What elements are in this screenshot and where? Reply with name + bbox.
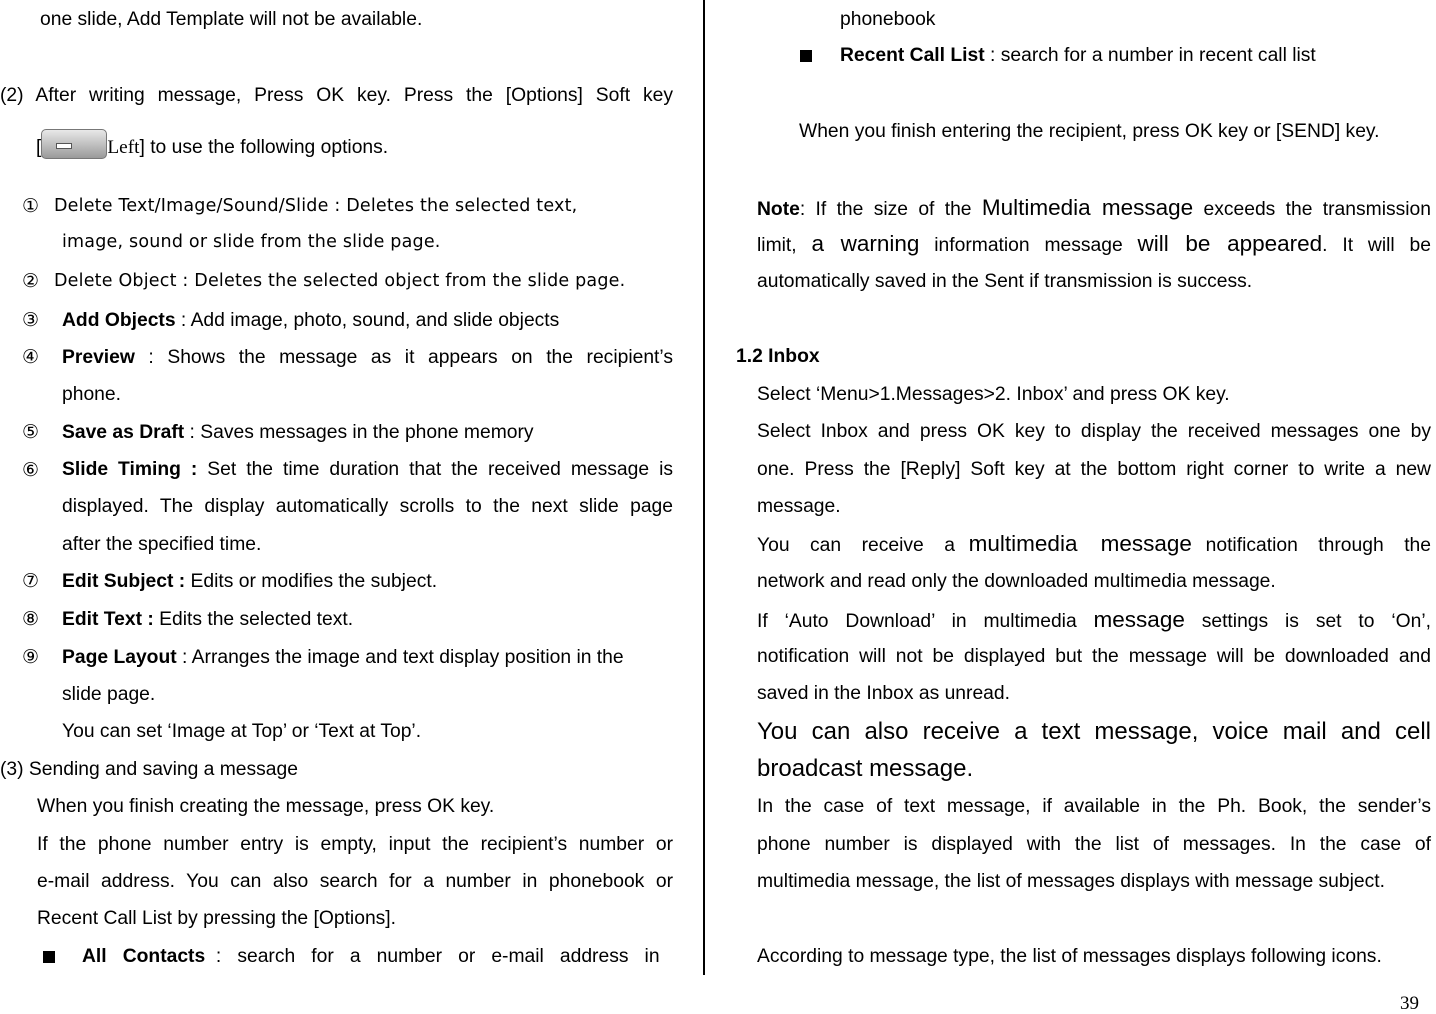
option-continuation: displayed. The display automatically scrolls to the next slide page [62,496,673,517]
inbox-paragraph: saved in the Inbox as unread. [757,683,1010,704]
option-text: Edits the selected text. [153,609,354,630]
step3-paragraph: e-mail address. You can also search for a number in phonebook or [37,871,673,892]
inbox-multimedia-line [757,533,1431,556]
inbox-paragraph: Select ‘Menu>1.Messages>2. Inbox’ and press OK key. [757,384,1230,405]
bullet-title: All Contacts [82,946,206,967]
option-text: : Deletes the selected text, [328,196,578,216]
intro-line: one slide, Add Template will not be available. [40,9,423,30]
left-softkey-icon [41,129,107,159]
note-text: limit, [757,235,812,256]
option-title: Preview [62,347,135,368]
note-line3: automatically saved in the Sent if transmission is success. [757,271,1253,292]
note-label: Note [757,199,800,220]
option-title: Delete Object [54,271,177,291]
inbox-auto-download-line [757,609,1431,632]
option-slide-timing [62,460,673,479]
note-text: . It will be [1322,235,1431,256]
option-continuation: after the specified time. [62,534,262,555]
bullet-square-icon [43,951,55,963]
option-page-layout [62,648,624,667]
option-title: Edit Text : [62,609,154,630]
option-edit-subject [62,572,437,591]
bullet-title: Recent Call List [840,45,985,66]
option-text: : Arranges the image and text display position in the [176,647,624,668]
finish-recipient-line: When you finish entering the recipient, press OK key or [SEND] key. [799,121,1380,142]
option-text: : Shows the message as it appears on the recipient’s [134,347,673,368]
inbox-text: You can receive a [757,535,969,556]
inbox-text: notification through the [1191,535,1431,556]
step2-line1: (2) After writing message, Press OK key. Press the [Options] Soft key [0,85,673,106]
option-text: : Add image, photo, sound, and slide objects [175,310,560,331]
option-delete-object [54,273,625,291]
inbox-paragraph: phone number is displayed with the list of messages. In the case of [757,834,1431,855]
option-edit-text [62,610,353,629]
option-continuation: You can set ‘Image at Top’ or ‘Text at Top’. [62,721,422,742]
note-text: Multimedia message [981,195,1194,220]
note-text: a warning [811,231,920,256]
softkey-label: Left [107,137,140,158]
inbox-paragraph: one. Press the [Reply] Soft key at the bottom right corner to write a new [757,459,1431,480]
option-number: ⑤ [22,422,40,443]
bullet-all-contacts [82,947,660,966]
bullet-recent-call [840,46,1316,65]
inbox-text-message-line: You can also receive a text message, voice mail and cell [757,718,1431,745]
inbox-paragraph: multimedia message, the list of messages displays with message subject. [757,871,1385,892]
note-text: will be appeared [1137,231,1323,256]
option-title: Edit Subject : [62,571,186,592]
inbox-paragraph: message. [757,496,841,517]
option-title: Save as Draft [62,422,185,443]
option-add-objects [62,311,559,330]
option-number: ④ [22,347,40,368]
step3-heading: (3) Sending and saving a message [0,759,298,780]
inbox-text: settings is set to ‘On’, [1184,611,1431,632]
option-delete-text [54,198,577,216]
page-number: 39 [1400,993,1419,1014]
note-text: : If the size of the [799,199,982,220]
option-number: ⑦ [22,571,40,592]
option-title: Delete Text/Image/Sound/Slide [54,196,329,216]
option-title: Page Layout [62,647,177,668]
inbox-paragraph: In the case of text message, if available in the Ph. Book, the sender’s [757,796,1431,817]
option-number: ⑥ [22,460,40,481]
inbox-text: message [1093,607,1185,632]
inbox-paragraph: network and read only the downloaded multimedia message. [757,571,1276,592]
inbox-paragraph: notification will not be displayed but the message will be downloaded and [757,646,1431,667]
option-text: Edits or modifies the subject. [185,571,438,592]
option-text: : Deletes the selected object from the slide page. [176,271,626,291]
inbox-heading: 1.2 Inbox [736,346,820,367]
step2-line2 [36,129,388,159]
bullet-square-icon [800,50,812,62]
note-text: exceeds the transmission [1193,199,1431,220]
option-text: : Saves messages in the phone memory [184,422,534,443]
inbox-text: multimedia message [968,531,1192,556]
step3-paragraph: Recent Call List by pressing the [Options]. [37,908,397,929]
step2-line2-rest: ] to use the following options. [139,137,389,158]
option-number: ⑨ [22,647,40,668]
inbox-text: If ‘Auto Download’ in multimedia [757,611,1094,632]
option-number: ① [22,196,40,217]
inbox-paragraph: According to message type, the list of messages displays following icons. [757,946,1382,967]
bullet-text: : search for a number or e-mail address in [205,946,660,967]
option-save-draft [62,423,534,442]
note-text: information message [919,235,1138,256]
note-line1 [757,197,1431,220]
phonebook-continuation: phonebook [840,9,936,30]
option-continuation: image, sound or slide from the slide page. [62,232,441,252]
option-continuation: slide page. [62,684,156,705]
step3-paragraph: When you finish creating the message, press OK key. [37,796,495,817]
option-preview [62,348,673,367]
bracket-open: [ [36,137,42,158]
inbox-text-message-line: broadcast message. [757,755,974,782]
option-title: Add Objects [62,310,176,331]
note-line2 [757,233,1431,256]
step3-paragraph: If the phone number entry is empty, input the recipient’s number or [37,834,673,855]
inbox-paragraph: Select Inbox and press OK key to display the received messages one by [757,421,1431,442]
option-number: ② [22,271,40,292]
option-title: Slide Timing : [62,459,198,480]
bullet-text: : search for a number in recent call list [984,45,1316,66]
option-number: ⑧ [22,609,40,630]
option-continuation: phone. [62,384,121,405]
option-number: ③ [22,310,40,331]
column-divider [703,0,705,975]
option-text: Set the time duration that the received message is [197,459,673,480]
